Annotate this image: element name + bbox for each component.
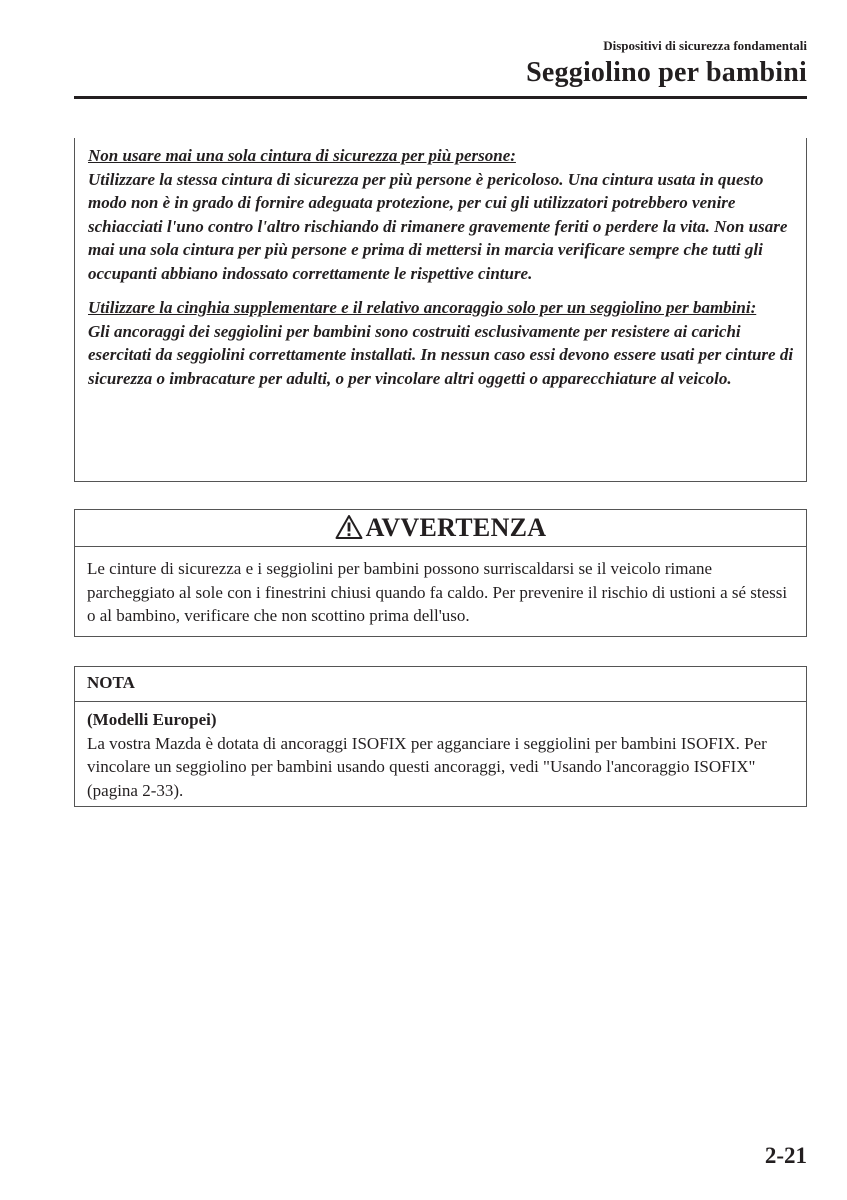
warning-item-body: Utilizzare la stessa cintura di sicurezza per più persone è pericoloso. Una cintura usata in questo modo non è in grado di fornire adeguata protezione, per cui gli utilizzatori potrebbero venire schiacciati l'uno contro l'altro rischiando di rimanere gravemente feriti o perdere la vita. Non usare mai una sola cintura per più persone e prima di mettersi in marcia verificare sempre che tutti gli occupanti abbiano indossato correttamente le rispettive cinture. [88, 169, 788, 283]
avvertenza-title: AVVERTENZA [365, 513, 547, 542]
nota-body [75, 702, 806, 802]
avvertenza-body [75, 547, 806, 628]
avvertenza-header [75, 510, 806, 547]
warning-item-heading: Non usare mai una sola cintura di sicurezza per più persone: [88, 146, 516, 165]
warning-item [88, 296, 794, 390]
warning-item-heading: Utilizzare la cinghia supplementare e il relativo ancoraggio solo per un seggiolino per bambini: [88, 298, 757, 317]
header-divider [74, 96, 807, 99]
avvertenza-text: Le cinture di sicurezza e i seggiolini per bambini possono surriscaldarsi se il veicolo rimane parcheggiato al sole con i finestrini chiusi quando fa caldo. Per prevenire il rischio di ustioni a sé stessi o al bambino, verificare che non scottino prima dell'uso. [87, 559, 788, 625]
warning-item-body: Gli ancoraggi dei seggiolini per bambini sono costruiti esclusivamente per resistere ai carichi esercitati da seggiolini correttamente installati. In nessun caso essi devono essere usati per cinture di sicurezza o imbracature per adulti, o per vincolare altri oggetti o apparecchiature al veicolo. [88, 321, 794, 388]
warning-triangle-icon [335, 514, 363, 540]
page-number: 2-21 [764, 1143, 807, 1168]
page-title: Seggiolino per bambini [526, 57, 807, 88]
avvertenza-box [74, 509, 807, 637]
nota-subheading: (Modelli Europei) [87, 710, 217, 729]
warning-item [88, 144, 794, 285]
nota-title: NOTA [75, 667, 806, 702]
nota-box [74, 666, 807, 807]
warning-continued-box [74, 138, 807, 482]
nota-text: La vostra Mazda è dotata di ancoraggi ISOFIX per agganciare i seggiolini per bambini ISOFIX. Per vincolare un seggiolino per bambini usando questi ancoraggi, vedi "Usando l'ancoraggio ISOFIX" (pagina 2-33). [87, 733, 767, 800]
section-title: Dispositivi di sicurezza fondamentali [603, 38, 807, 53]
